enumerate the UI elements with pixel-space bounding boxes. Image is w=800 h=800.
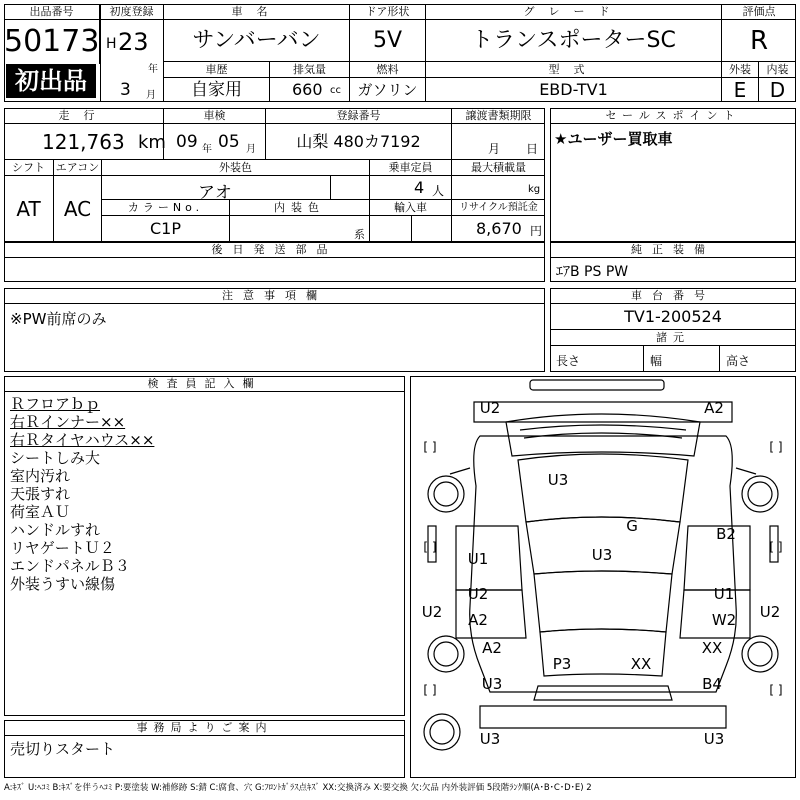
notes-label: 注意事項欄	[4, 288, 545, 304]
interior-unit: 系	[354, 228, 365, 241]
capacity-unit: 人	[432, 184, 445, 198]
history: 自家用	[164, 78, 270, 102]
mark-glass: G	[626, 517, 638, 535]
later-parts-label: 後日発送部品	[4, 242, 545, 258]
mark-front-right: A2	[704, 399, 724, 417]
inspector-line: 室内汚れ	[10, 467, 71, 485]
wheel-shape	[748, 482, 772, 506]
sales-label: セールスポイント	[550, 108, 796, 124]
sales-text: ★ユーザー買取車	[554, 130, 673, 148]
mark-rear-left: P3	[552, 655, 572, 673]
inspector-line: Ｒフロアｂｐ	[10, 395, 101, 413]
transfer-deadline	[452, 124, 545, 160]
mileage-value: 121,763	[42, 130, 125, 154]
mark-right-bottom: B4	[702, 675, 722, 693]
cargo-shape	[534, 571, 672, 632]
disp-label: 排気量	[270, 62, 350, 78]
mark-left-side: U2	[421, 603, 443, 621]
inspector-label: 検査員記入欄	[4, 376, 405, 392]
insp-month-unit: 月	[246, 144, 256, 155]
inspector-list	[10, 395, 400, 593]
wheel-shape	[748, 642, 772, 666]
mark-right-side: U2	[759, 603, 781, 621]
wheel-shape	[428, 476, 464, 512]
mark-bumper-right: U3	[703, 730, 725, 748]
recycle-fee	[452, 216, 545, 242]
inspection-label: 車検	[164, 108, 266, 124]
mark-right-rear-quarter: XX	[701, 639, 723, 657]
hood-line-shape	[520, 425, 686, 430]
grade-label: グレード	[426, 4, 722, 20]
first-reg-label: 初度登録	[100, 4, 164, 20]
color-number: C1P	[102, 216, 230, 242]
mark-left-front-door: U1	[467, 550, 489, 568]
inspector-line: ハンドルすれ	[10, 521, 101, 539]
insp-year: 09	[176, 132, 198, 152]
mark-center: U3	[591, 546, 613, 564]
mark-bracket-left3: [ ]	[423, 683, 437, 697]
year-number: 23	[118, 28, 149, 56]
notes-text: ※PW前席のみ	[10, 310, 107, 328]
import-divider	[411, 216, 412, 242]
width-cell	[644, 346, 720, 372]
hood-shape	[506, 414, 700, 456]
height-label: 高さ	[726, 354, 751, 368]
inspector-line: 荷室ＡＵ	[10, 503, 71, 521]
mark-bumper-left: U3	[479, 730, 501, 748]
mark-rear-right: XX	[630, 655, 652, 673]
inspector-line: シートしみ大	[10, 449, 101, 467]
interior-label: 内装色	[230, 200, 370, 216]
door-type: 5V	[350, 20, 426, 62]
legend: A:ｷｽﾞ U:ﾍｺﾐ B:ｷｽﾞを伴うﾍｺﾐ P:要塗装 W:補修跡 S:錆 C:腐食、穴 G:ﾌﾛﾝﾄｶﾞﾗｽ点ｷｽﾞ XX:交換済み X:要交換 欠:欠品 内外装評価 5段階ﾗﾝｸ順(A･B･C･D･E) 2	[4, 783, 592, 793]
mark-left-rear-door-1: U2	[467, 585, 489, 603]
mark-bracket-right2: [ ]	[769, 540, 783, 554]
chassis-label: 車台番号	[550, 288, 796, 304]
capacity-value: 4	[414, 178, 425, 197]
capacity	[370, 176, 452, 200]
office-text: 売切りスタート	[10, 740, 116, 758]
color-divider	[330, 176, 331, 200]
ext-label: 外装	[722, 62, 759, 78]
inspector-line: リヤゲートＵ２	[10, 539, 115, 557]
rear-bumper-bar-shape	[480, 706, 726, 728]
mark-right-rear-door-2: W2	[711, 611, 737, 629]
left-front-door-shape	[456, 526, 522, 590]
recycle-unit: 円	[530, 224, 543, 238]
load-unit: kg	[528, 184, 541, 195]
left-rear-door-shape	[456, 590, 526, 638]
roof-bar-shape	[530, 380, 664, 390]
spare-wheel-shape	[430, 720, 454, 744]
mark-left-rear-door-2: A2	[468, 611, 488, 629]
int-label: 内装	[759, 62, 796, 78]
rating-label: 評価点	[722, 4, 796, 20]
transfer-label: 譲渡書類期限	[452, 108, 545, 124]
body-outline-shape	[467, 436, 737, 692]
inspector-line: 右Ｒタイヤハウス××	[10, 431, 155, 449]
model-label: 型式	[426, 62, 722, 78]
mark-front-left: U2	[479, 399, 501, 417]
history-label: 車歴	[164, 62, 270, 78]
lot-number: 50173	[4, 20, 100, 64]
fuel-label: 燃料	[350, 62, 426, 78]
mark-left-bottom: U3	[481, 675, 503, 693]
disp-unit: cc	[330, 85, 341, 96]
mirror-shape	[450, 468, 470, 474]
wheel-shape	[434, 642, 458, 666]
front-bumper-shape	[474, 402, 732, 422]
lot-label: 出品番号	[4, 4, 100, 20]
ac-label: エアコン	[54, 160, 102, 176]
mark-bracket-right3: [ ]	[769, 683, 783, 697]
int-grade: D	[769, 78, 786, 102]
windshield-shape	[518, 454, 688, 522]
transfer-day-unit: 日	[526, 142, 539, 156]
year-unit: 年	[148, 64, 158, 75]
mark-right-rear-door-1: U1	[713, 585, 735, 603]
displacement	[270, 78, 350, 102]
transfer-month-unit: 月	[488, 142, 501, 156]
equipment: ｴｱB PS PW	[556, 264, 629, 280]
month-number: 3	[120, 80, 131, 100]
mirror-shape	[736, 468, 756, 474]
ac: AC	[54, 176, 102, 242]
disp-value: 660	[292, 80, 323, 99]
first-listing-badge: 初出品	[6, 64, 96, 98]
equipment-label: 純正装備	[550, 242, 796, 258]
color-label: 外装色	[102, 160, 370, 176]
office-label: 事務局よりご案内	[4, 720, 405, 736]
recycle-value: 8,670	[476, 219, 522, 238]
mileage	[4, 124, 164, 160]
insp-month: 05	[218, 132, 240, 152]
mark-bracket-left: [ ]	[423, 440, 437, 454]
first-reg-value	[100, 20, 164, 78]
max-load	[452, 176, 545, 200]
rear-bumper-shape	[534, 686, 672, 700]
inspector-line: 天張すれ	[10, 485, 71, 503]
height-cell	[720, 346, 796, 372]
capacity-label: 乗車定員	[370, 160, 452, 176]
width-label: 幅	[650, 354, 663, 368]
exterior-color	[102, 176, 370, 203]
first-reg-month	[100, 78, 164, 102]
mark-roof: U3	[547, 471, 569, 489]
wheel-shape	[434, 482, 458, 506]
mileage-label: 走行	[4, 108, 164, 124]
era: H	[106, 36, 117, 52]
mark-left-rear-quarter: A2	[482, 639, 502, 657]
inspector-line: エンドパネルＢ３	[10, 557, 130, 575]
shift: AT	[4, 176, 54, 242]
mark-bracket-right: [ ]	[769, 440, 783, 454]
fuel: ガソリン	[350, 78, 426, 102]
dims-label: 諸元	[550, 330, 796, 346]
interior-color	[230, 216, 370, 242]
inspection-expiry	[164, 124, 266, 160]
ext-grade: E	[722, 78, 759, 102]
length-cell	[550, 346, 644, 372]
car-name: サンバーバン	[164, 20, 350, 62]
grade: トランスポーターSC	[426, 20, 722, 62]
rating: R	[722, 20, 796, 62]
chassis-number: TV1-200524	[550, 304, 796, 330]
mark-bracket-left2: [ ]	[423, 540, 437, 554]
mileage-unit: km	[138, 132, 166, 153]
registration-number: 山梨 480カ7192	[266, 124, 452, 160]
mark-right-front-door: B2	[716, 525, 736, 543]
shift-label: シフト	[4, 160, 54, 176]
door-label: ドア形状	[350, 4, 426, 20]
month-unit: 月	[146, 90, 156, 101]
colorno-label: カラーNo.	[102, 200, 230, 216]
car-diagram	[410, 376, 796, 778]
import-label: 輸入車	[370, 200, 452, 216]
length-label: 長さ	[556, 354, 581, 368]
inspector-line: 外装うすい線傷	[10, 575, 116, 593]
inspector-line: 右Ｒインナー××	[10, 413, 126, 431]
reg-label: 登録番号	[266, 108, 452, 124]
color-value: アオ	[198, 183, 232, 203]
car-name-label: 車名	[164, 4, 350, 20]
recycle-label: リサイクル預託金	[452, 200, 545, 216]
load-label: 最大積載量	[452, 160, 545, 176]
import	[370, 216, 452, 242]
model: EBD-TV1	[426, 78, 722, 102]
insp-year-unit: 年	[202, 144, 212, 155]
